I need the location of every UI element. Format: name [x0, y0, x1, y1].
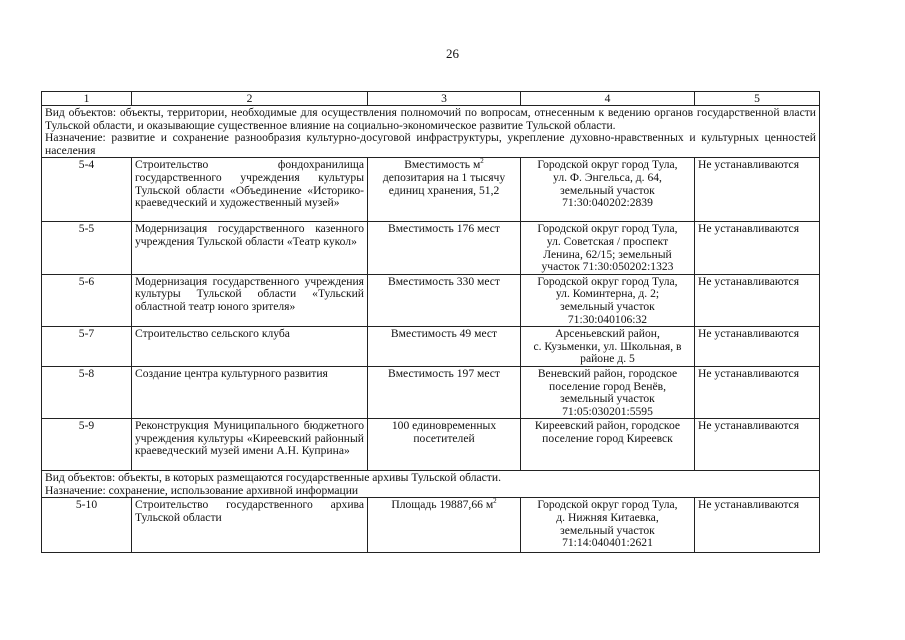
table-row	[42, 274, 820, 326]
object-limits: Не устанавливаются	[695, 498, 820, 553]
object-capacity: Площадь 19887,66 $м^2$	[368, 498, 521, 553]
column-number: 1	[42, 92, 132, 106]
object-location: Городской округ город Тула, ул. Коминтерна, д. 2; земельный участок 71:30:040106:32	[521, 274, 695, 326]
object-location: Городской округ город Тула, д. Нижняя Китаевка, земельный участок 71:14:040401:2621	[521, 498, 695, 553]
object-capacity: Вместимость 176 мест	[368, 222, 521, 274]
row-id: 5-6	[42, 274, 132, 326]
object-capacity: Вместимость 49 мест	[368, 327, 521, 367]
table-row	[42, 419, 820, 471]
object-capacity: Вместимость 197 мест	[368, 366, 521, 418]
table-row	[42, 498, 820, 553]
object-limits: Не устанавливаются	[695, 222, 820, 274]
object-name: Строительство сельского клуба	[132, 327, 368, 367]
object-location: Киреевский район, городское поселение город Киреевск	[521, 419, 695, 471]
column-number: 3	[368, 92, 521, 106]
object-purpose-text: Назначение: сохранение, использование архивной информации	[45, 483, 359, 497]
object-limits: Не устанавливаются	[695, 274, 820, 326]
object-type-text: Вид объектов: объекты, территории, необходимые для осуществления полномочий по вопросам, отнесенным к ведению органов государственной власти Тульской области, и оказывающие существенное влияние на социально-экономическое развитие Тульской области.	[45, 106, 816, 132]
table-row	[42, 222, 820, 274]
section-header-culture	[42, 106, 820, 158]
object-name: Строительство фондохранилища государственного учреждения культуры Тульской области «Объединение «Историко-краеведческий и художественный музей»	[132, 158, 368, 222]
object-name: Создание центра культурного развития	[132, 366, 368, 418]
superscript: 2	[493, 497, 497, 506]
object-limits: Не устанавливаются	[695, 327, 820, 367]
object-limits: Не устанавливаются	[695, 419, 820, 471]
object-location: Арсеньевский район, с. Кузьменки, ул. Школьная, в районе д. 5	[521, 327, 695, 367]
object-location: Городской округ город Тула, ул. Советская / проспект Ленина, 62/15; земельный участок 71:30:050202:1323	[521, 222, 695, 274]
object-name: Строительство государственного архива Тульской области	[132, 498, 368, 553]
object-capacity: Вместимость 330 мест	[368, 274, 521, 326]
object-location: Городской округ город Тула, ул. Ф. Энгельса, д. 64, земельный участок 71:30:040202:2839	[521, 158, 695, 222]
object-type-text: Вид объектов: объекты, в которых размещаются государственные архивы Тульской области.	[45, 471, 501, 485]
row-id: 5-7	[42, 327, 132, 367]
object-name: Модернизация государственного казенного учреждения Тульской области «Театр кукол»	[132, 222, 368, 274]
object-name: Реконструкция Муниципального бюджетного учреждения культуры «Киреевский районный краеведческий музей имени А.Н. Куприна»	[132, 419, 368, 471]
table-row	[42, 158, 820, 222]
row-id: 5-10	[42, 498, 132, 553]
page-number: 26	[446, 46, 459, 61]
row-id: 5-5	[42, 222, 132, 274]
object-capacity: 100 единовременных посетителей	[368, 419, 521, 471]
column-number: 4	[521, 92, 695, 106]
column-number: 5	[695, 92, 820, 106]
row-id: 5-9	[42, 419, 132, 471]
object-limits: Не устанавливаются	[695, 366, 820, 418]
table-row	[42, 366, 820, 418]
object-purpose-text: Назначение: развитие и сохранение разнообразия культурно-досуговой инфраструктуры, укрепление духовно-нравственных и культурных ценностей населения	[45, 131, 816, 157]
object-limits: Не устанавливаются	[695, 158, 820, 222]
superscript: 2	[480, 157, 484, 166]
table-row	[42, 327, 820, 367]
row-id: 5-8	[42, 366, 132, 418]
object-capacity: Вместимость $м^2$ депозитария на 1 тысячу единиц хранения, 51,2	[368, 158, 521, 222]
object-name: Модернизация государственного учреждения культуры Тульской области «Тульский областной театр юного зрителя»	[132, 274, 368, 326]
section-header-archives	[42, 471, 820, 498]
row-id: 5-4	[42, 158, 132, 222]
objects-table	[41, 91, 820, 553]
column-numbers-row	[42, 92, 820, 106]
object-location: Веневский район, городское поселение город Венёв, земельный участок 71:05:030201:5595	[521, 366, 695, 418]
column-number: 2	[132, 92, 368, 106]
